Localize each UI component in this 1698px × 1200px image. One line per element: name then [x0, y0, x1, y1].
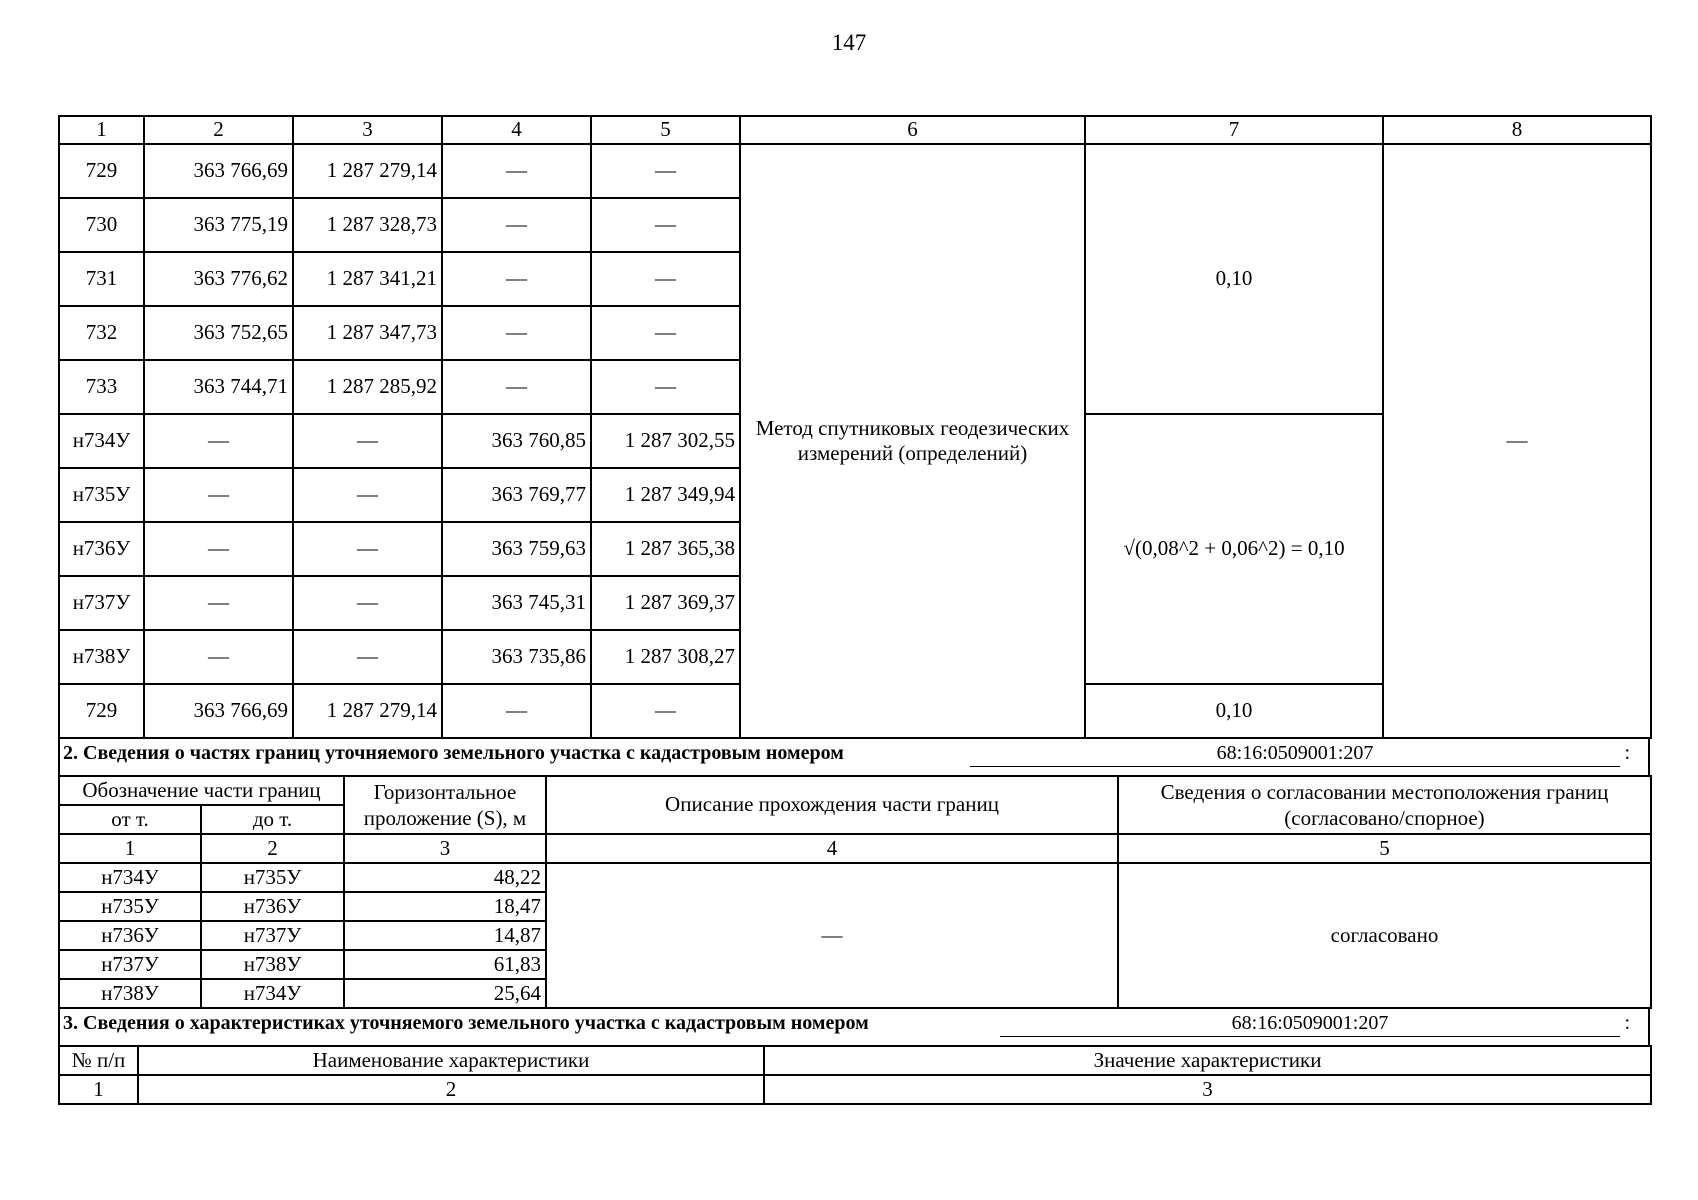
from-point: н735У: [59, 892, 201, 921]
name-header: Наименование характеристики: [138, 1046, 764, 1075]
num-header: № п/п: [59, 1046, 138, 1075]
column-number: 2: [138, 1075, 764, 1104]
y-refined: —: [591, 144, 740, 198]
section-3-colon: :: [1624, 1012, 1630, 1034]
point-label: 731: [59, 252, 144, 306]
section-3-title: 3. Сведения о характеристиках уточняемого земельного участка с кадастровым номером: [63, 1012, 869, 1034]
y-refined: 1 287 302,55: [591, 414, 740, 468]
from-point: н737У: [59, 950, 201, 979]
agreement-header: Сведения о согласовании местоположения границ (согласовано/спорное): [1118, 776, 1651, 834]
section-2-title: 2. Сведения о частях границ уточняемого земельного участка с кадастровым номером: [63, 742, 844, 764]
y-refined: 1 287 365,38: [591, 522, 740, 576]
y-existing: 1 287 328,73: [293, 198, 442, 252]
agreement-cell: согласовано: [1118, 863, 1651, 1008]
x-refined: 363 759,63: [442, 522, 591, 576]
column-number: 6: [740, 116, 1085, 144]
x-existing: —: [144, 522, 293, 576]
point-label: н735У: [59, 468, 144, 522]
accuracy-cell: √(0,08^2 + 0,06^2) = 0,10: [1085, 414, 1383, 684]
y-existing: —: [293, 522, 442, 576]
description-cell: —: [546, 863, 1118, 1008]
x-refined: —: [442, 198, 591, 252]
x-existing: 363 776,62: [144, 252, 293, 306]
column-number: 1: [59, 834, 201, 863]
column-number: 4: [546, 834, 1118, 863]
to-point: н738У: [201, 950, 344, 979]
x-refined: 363 745,31: [442, 576, 591, 630]
x-refined: 363 760,85: [442, 414, 591, 468]
part-designation-header: Обозначение части границ: [59, 776, 344, 805]
horizontal-header: Горизонтальное проложение (S), м: [344, 776, 546, 834]
point-label: 729: [59, 144, 144, 198]
horizontal-distance: 14,87: [344, 921, 546, 950]
point-label: н736У: [59, 522, 144, 576]
point-label: н737У: [59, 576, 144, 630]
column-number: 1: [59, 116, 144, 144]
y-existing: —: [293, 414, 442, 468]
y-existing: 1 287 347,73: [293, 306, 442, 360]
x-existing: 363 744,71: [144, 360, 293, 414]
from-point-header: от т.: [59, 805, 201, 834]
column-number-row: [59, 834, 1651, 863]
header-row: [59, 1046, 1651, 1075]
x-existing: 363 752,65: [144, 306, 293, 360]
from-point: н736У: [59, 921, 201, 950]
to-point: н737У: [201, 921, 344, 950]
y-refined: —: [591, 252, 740, 306]
to-point: н736У: [201, 892, 344, 921]
column-number-row: [59, 116, 1651, 144]
column-number: 7: [1085, 116, 1383, 144]
x-existing: —: [144, 468, 293, 522]
point-label: 733: [59, 360, 144, 414]
characteristics-table: [58, 1045, 1652, 1105]
to-point: н734У: [201, 979, 344, 1008]
section-3-header: [58, 1009, 1650, 1045]
column-number: 3: [344, 834, 546, 863]
point-label: 729: [59, 684, 144, 738]
column-number: 8: [1383, 116, 1651, 144]
y-existing: —: [293, 576, 442, 630]
x-existing: —: [144, 576, 293, 630]
x-refined: 363 769,77: [442, 468, 591, 522]
y-refined: —: [591, 684, 740, 738]
section-2-colon: :: [1624, 742, 1630, 764]
to-point-header: до т.: [201, 805, 344, 834]
horizontal-distance: 48,22: [344, 863, 546, 892]
value-header: Значение характеристики: [764, 1046, 1651, 1075]
y-existing: —: [293, 468, 442, 522]
column-number: 2: [201, 834, 344, 863]
column-number: 2: [144, 116, 293, 144]
x-refined: —: [442, 684, 591, 738]
x-refined: —: [442, 360, 591, 414]
horizontal-distance: 61,83: [344, 950, 546, 979]
point-label: 730: [59, 198, 144, 252]
x-existing: 363 766,69: [144, 144, 293, 198]
y-refined: 1 287 349,94: [591, 468, 740, 522]
x-refined: —: [442, 306, 591, 360]
section-2-header: [58, 739, 1650, 775]
y-refined: 1 287 369,37: [591, 576, 740, 630]
y-refined: 1 287 308,27: [591, 630, 740, 684]
table-row: [59, 863, 1651, 892]
coordinates-table: [58, 115, 1652, 739]
boundary-parts-table: [58, 775, 1652, 1009]
column-number: 3: [764, 1075, 1651, 1104]
point-label: 732: [59, 306, 144, 360]
x-existing: 363 766,69: [144, 684, 293, 738]
to-point: н735У: [201, 863, 344, 892]
y-existing: —: [293, 630, 442, 684]
column-number: 5: [591, 116, 740, 144]
x-refined: —: [442, 144, 591, 198]
section-2-cadastral-number: 68:16:0509001:207: [970, 742, 1620, 767]
column-number: 1: [59, 1075, 138, 1104]
from-point: н734У: [59, 863, 201, 892]
column-number: 4: [442, 116, 591, 144]
x-refined: —: [442, 252, 591, 306]
y-existing: 1 287 279,14: [293, 684, 442, 738]
x-refined: 363 735,86: [442, 630, 591, 684]
header-row: [59, 776, 1651, 805]
table-row: [59, 144, 1651, 198]
x-existing: 363 775,19: [144, 198, 293, 252]
y-existing: 1 287 279,14: [293, 144, 442, 198]
y-refined: —: [591, 198, 740, 252]
horizontal-distance: 25,64: [344, 979, 546, 1008]
y-refined: —: [591, 360, 740, 414]
method-cell: Метод спутниковых геодезических измерений (определений): [740, 144, 1085, 738]
y-existing: 1 287 285,92: [293, 360, 442, 414]
column-number-row: [59, 1075, 1651, 1104]
accuracy-cell: 0,10: [1085, 684, 1383, 738]
accuracy-cell: 0,10: [1085, 144, 1383, 414]
cadastral-sheet: [58, 115, 1650, 1105]
col8-cell: —: [1383, 144, 1651, 738]
from-point: н738У: [59, 979, 201, 1008]
column-number: 3: [293, 116, 442, 144]
horizontal-distance: 18,47: [344, 892, 546, 921]
x-existing: —: [144, 414, 293, 468]
point-label: н738У: [59, 630, 144, 684]
point-label: н734У: [59, 414, 144, 468]
column-number: 5: [1118, 834, 1651, 863]
page-number: 147: [831, 30, 867, 55]
y-refined: —: [591, 306, 740, 360]
section-3-cadastral-number: 68:16:0509001:207: [1000, 1012, 1620, 1037]
y-existing: 1 287 341,21: [293, 252, 442, 306]
description-header: Описание прохождения части границ: [546, 776, 1118, 834]
x-existing: —: [144, 630, 293, 684]
